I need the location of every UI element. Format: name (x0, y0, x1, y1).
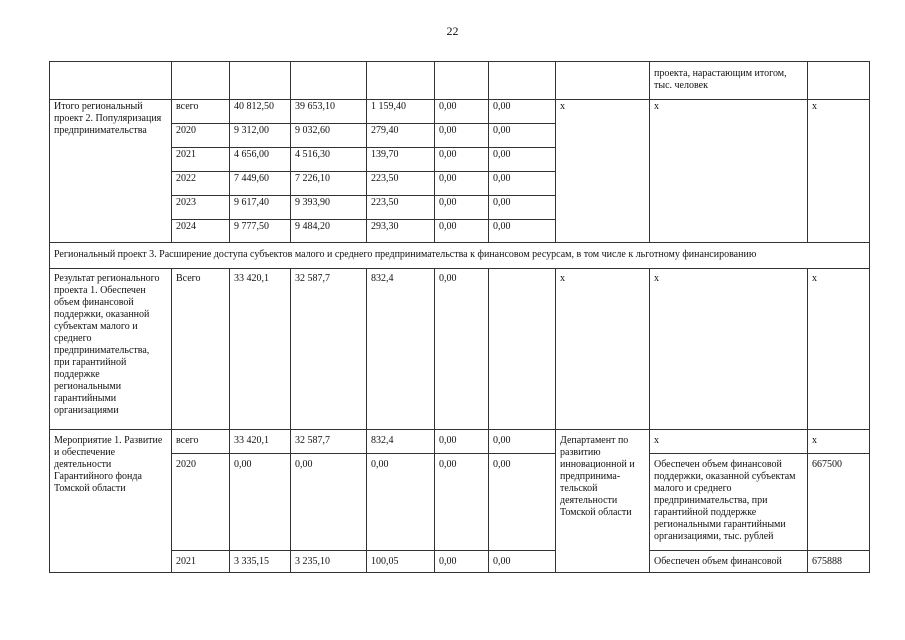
period-cell: 2022 (172, 172, 230, 196)
cell (808, 62, 870, 100)
amount-cell: 223,50 (367, 196, 435, 220)
amount-cell: 3 335,15 (230, 551, 291, 573)
amount-cell: 0,00 (489, 220, 556, 243)
amount-cell: 832,4 (367, 269, 435, 430)
amount-cell: 0,00 (435, 124, 489, 148)
cell (230, 62, 291, 100)
amount-cell: 0,00 (230, 454, 291, 551)
amount-cell: 9 777,50 (230, 220, 291, 243)
amount-cell: 40 812,50 (230, 100, 291, 124)
amount-cell: 0,00 (435, 148, 489, 172)
indicator-cell: x (650, 269, 808, 430)
amount-cell: 0,00 (435, 269, 489, 430)
indicator-cell: x (650, 430, 808, 454)
amount-cell: 39 653,10 (291, 100, 367, 124)
cell (50, 62, 172, 100)
cell (172, 62, 230, 100)
amount-cell: 100,05 (367, 551, 435, 573)
period-cell: 2021 (172, 551, 230, 573)
executor-cell: x (556, 100, 650, 243)
period-cell: всего (172, 430, 230, 454)
amount-cell: 4 516,30 (291, 148, 367, 172)
amount-cell: 0,00 (435, 196, 489, 220)
amount-cell: 9 393,90 (291, 196, 367, 220)
value-cell: x (808, 269, 870, 430)
period-cell: 2020 (172, 454, 230, 551)
amount-cell: 4 656,00 (230, 148, 291, 172)
amount-cell: 0,00 (489, 551, 556, 573)
amount-cell: 0,00 (489, 124, 556, 148)
period-cell: 2024 (172, 220, 230, 243)
amount-cell: 0,00 (435, 454, 489, 551)
amount-cell: 223,50 (367, 172, 435, 196)
amount-cell: 9 617,40 (230, 196, 291, 220)
amount-cell: 0,00 (435, 220, 489, 243)
cell (291, 62, 367, 100)
executor-cell: x (556, 269, 650, 430)
indicator-cell: Обеспечен объем финансовой (650, 551, 808, 573)
amount-cell: 0,00 (489, 196, 556, 220)
amount-cell: 32 587,7 (291, 430, 367, 454)
cell (435, 62, 489, 100)
section-header: Региональный проект 3. Расширение доступа субъектов малого и среднего предпринимательства к финансовом ресурсам, в том числе к льготному финансированию (50, 243, 870, 269)
amount-cell: 0,00 (435, 172, 489, 196)
period-cell: 2020 (172, 124, 230, 148)
amount-cell: 0,00 (435, 430, 489, 454)
amount-cell: 7 449,60 (230, 172, 291, 196)
amount-cell (489, 269, 556, 430)
executor-cell: Департамент по развитию инновационной и предпринима-тельской деятельности Томской области (556, 430, 650, 573)
amount-cell: 293,30 (367, 220, 435, 243)
amount-cell: 0,00 (489, 100, 556, 124)
cell (367, 62, 435, 100)
amount-cell: 139,70 (367, 148, 435, 172)
amount-cell: 7 226,10 (291, 172, 367, 196)
value-cell: 667500 (808, 454, 870, 551)
table-row (50, 269, 870, 430)
project-name: Итого региональный проект 2. Популяризация предпринимательства (50, 100, 172, 243)
amount-cell: 32 587,7 (291, 269, 367, 430)
amount-cell: 9 032,60 (291, 124, 367, 148)
cell (556, 62, 650, 100)
amount-cell: 33 420,1 (230, 269, 291, 430)
amount-cell: 0,00 (489, 148, 556, 172)
amount-cell: 0,00 (435, 100, 489, 124)
indicator-cell: x (650, 100, 808, 243)
amount-cell: 279,40 (367, 124, 435, 148)
period-cell: 2021 (172, 148, 230, 172)
value-cell: 675888 (808, 551, 870, 573)
amount-cell: 0,00 (291, 454, 367, 551)
amount-cell: 832,4 (367, 430, 435, 454)
amount-cell: 0,00 (435, 551, 489, 573)
period-cell: Всего (172, 269, 230, 430)
table-row (50, 100, 870, 124)
value-cell: x (808, 100, 870, 243)
measure-name: Мероприятие 1. Развитие и обеспечение деятельности Гарантийного фонда Томской области (50, 430, 172, 573)
amount-cell: 9 484,20 (291, 220, 367, 243)
amount-cell: 0,00 (489, 430, 556, 454)
section-header-row (50, 243, 870, 269)
amount-cell: 1 159,40 (367, 100, 435, 124)
amount-cell: 0,00 (489, 454, 556, 551)
amount-cell: 9 312,00 (230, 124, 291, 148)
table-row (50, 454, 870, 551)
amount-cell: 33 420,1 (230, 430, 291, 454)
table-row (50, 551, 870, 573)
cell (489, 62, 556, 100)
period-cell: 2023 (172, 196, 230, 220)
value-cell: x (808, 430, 870, 454)
amount-cell: 0,00 (489, 172, 556, 196)
amount-cell: 0,00 (367, 454, 435, 551)
budget-table (49, 61, 870, 573)
indicator-cell: проекта, нарастающим итогом, тыс. человек (650, 62, 808, 100)
table-row (50, 430, 870, 454)
amount-cell: 3 235,10 (291, 551, 367, 573)
page-number: 22 (446, 24, 459, 38)
result-name: Результат регионального проекта 1. Обеспечен объем финансовой поддержки, оказанной субъектам малого и среднего предпринимательства, при гарантийной поддержке региональными гарантийными организациями (50, 269, 172, 430)
continuation-row (50, 62, 870, 100)
period-cell: всего (172, 100, 230, 124)
indicator-cell: Обеспечен объем финансовой поддержки, оказанной субъектам малого и среднего предпринимательства, при гарантийной поддержке региональными гарантийными организациями, тыс. рублей (650, 454, 808, 551)
